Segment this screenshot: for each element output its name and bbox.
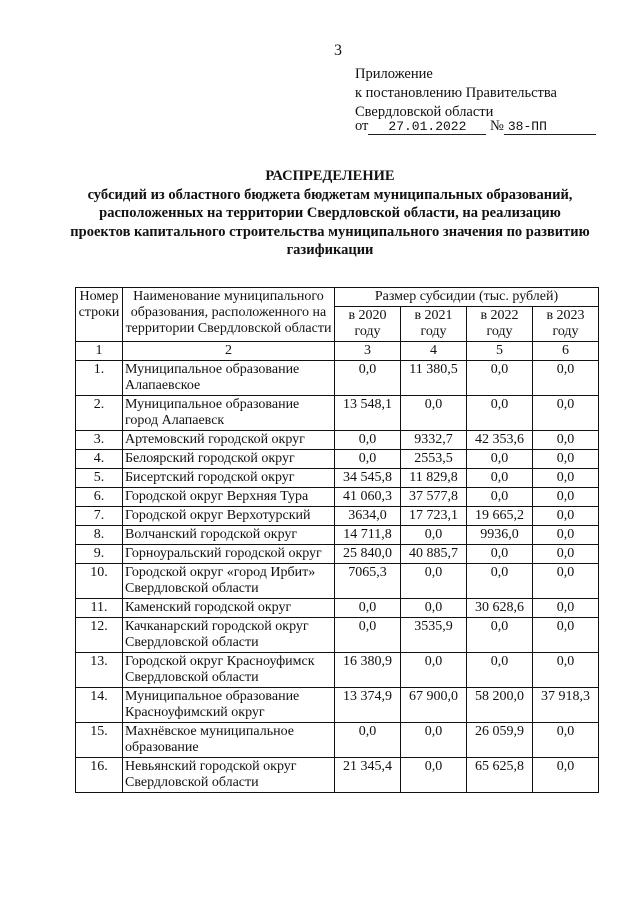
amount-2021-cell: 0,0 xyxy=(401,653,467,688)
appendix-line: к постановлению Правительства xyxy=(355,85,557,101)
column-index: 2 xyxy=(123,342,335,361)
column-index: 4 xyxy=(401,342,467,361)
header-row-number: Номер строки xyxy=(76,288,123,342)
amount-2023-cell: 0,0 xyxy=(533,526,599,545)
row-number-cell: 15. xyxy=(76,723,123,758)
row-number-cell: 5. xyxy=(76,469,123,488)
municipality-name-cell: Белоярский городской округ xyxy=(123,450,335,469)
row-number-cell: 6. xyxy=(76,488,123,507)
table-row xyxy=(76,396,599,431)
amount-2022-cell: 0,0 xyxy=(467,653,533,688)
header-year-2020: в 2020 году xyxy=(335,307,401,342)
municipality-name-cell: Городской округ Верхотурский xyxy=(123,507,335,526)
table-row xyxy=(76,618,599,653)
amount-2020-cell: 0,0 xyxy=(335,431,401,450)
amount-2021-cell: 11 380,5 xyxy=(401,361,467,396)
amount-2021-cell: 0,0 xyxy=(401,723,467,758)
amount-2022-cell: 19 665,2 xyxy=(467,507,533,526)
row-number-cell: 4. xyxy=(76,450,123,469)
table-row xyxy=(76,488,599,507)
amount-2023-cell: 0,0 xyxy=(533,653,599,688)
municipality-name-cell: Муниципальное образование Красноуфимский округ xyxy=(123,688,335,723)
municipality-name-cell: Горноуральский городской округ xyxy=(123,545,335,564)
column-index-row xyxy=(76,342,599,361)
row-number-cell: 13. xyxy=(76,653,123,688)
table-row xyxy=(76,599,599,618)
municipality-name-cell: Качканарский городской округ Свердловской области xyxy=(123,618,335,653)
appendix-line: Свердловской области xyxy=(355,104,494,120)
amount-2023-cell: 0,0 xyxy=(533,564,599,599)
municipality-name-cell: Городской округ Красноуфимск Свердловской области xyxy=(123,653,335,688)
subsidy-table xyxy=(75,287,599,793)
amount-2022-cell: 0,0 xyxy=(467,564,533,599)
amount-2022-cell: 65 625,8 xyxy=(467,758,533,793)
municipality-name-cell: Городской округ Верхняя Тура xyxy=(123,488,335,507)
amount-2020-cell: 41 060,3 xyxy=(335,488,401,507)
column-index: 3 xyxy=(335,342,401,361)
amount-2021-cell: 3535,9 xyxy=(401,618,467,653)
amount-2022-cell: 30 628,6 xyxy=(467,599,533,618)
page-number: 3 xyxy=(334,42,342,59)
amount-2020-cell: 34 545,8 xyxy=(335,469,401,488)
amount-2021-cell: 2553,5 xyxy=(401,450,467,469)
amount-2020-cell: 21 345,4 xyxy=(335,758,401,793)
amount-2021-cell: 0,0 xyxy=(401,758,467,793)
amount-2020-cell: 25 840,0 xyxy=(335,545,401,564)
amount-2023-cell: 0,0 xyxy=(533,507,599,526)
municipality-name-cell: Городской округ «город Ирбит» Свердловской области xyxy=(123,564,335,599)
amount-2023-cell: 0,0 xyxy=(533,431,599,450)
amount-2023-cell: 0,0 xyxy=(533,758,599,793)
amount-2021-cell: 40 885,7 xyxy=(401,545,467,564)
table-row xyxy=(76,758,599,793)
municipality-name-cell: Каменский городской округ xyxy=(123,599,335,618)
amount-2022-cell: 0,0 xyxy=(467,618,533,653)
resolution-number: 38-ПП xyxy=(504,119,596,135)
amount-2020-cell: 13 548,1 xyxy=(335,396,401,431)
table-row xyxy=(76,688,599,723)
row-number-cell: 14. xyxy=(76,688,123,723)
resolution-date: 27.01.2022 xyxy=(368,119,486,135)
column-index: 1 xyxy=(76,342,123,361)
appendix-block xyxy=(355,65,557,122)
row-number-cell: 1. xyxy=(76,361,123,396)
amount-2020-cell: 0,0 xyxy=(335,599,401,618)
row-number-cell: 7. xyxy=(76,507,123,526)
table-row xyxy=(76,723,599,758)
amount-2023-cell: 0,0 xyxy=(533,545,599,564)
amount-2020-cell: 0,0 xyxy=(335,361,401,396)
amount-2021-cell: 37 577,8 xyxy=(401,488,467,507)
table-row xyxy=(76,431,599,450)
header-year-2022: в 2022 году xyxy=(467,307,533,342)
amount-2021-cell: 9332,7 xyxy=(401,431,467,450)
amount-2023-cell: 0,0 xyxy=(533,618,599,653)
amount-2022-cell: 42 353,6 xyxy=(467,431,533,450)
row-number-cell: 16. xyxy=(76,758,123,793)
municipality-name-cell: Махнёвское муниципальное образование xyxy=(123,723,335,758)
date-prefix: от xyxy=(355,118,369,134)
amount-2021-cell: 0,0 xyxy=(401,526,467,545)
amount-2022-cell: 0,0 xyxy=(467,545,533,564)
row-number-cell: 10. xyxy=(76,564,123,599)
amount-2022-cell: 0,0 xyxy=(467,450,533,469)
municipality-name-cell: Муниципальное образование город Алапаевск xyxy=(123,396,335,431)
amount-2021-cell: 0,0 xyxy=(401,599,467,618)
amount-2023-cell: 0,0 xyxy=(533,723,599,758)
municipality-name-cell: Муниципальное образование Алапаевское xyxy=(123,361,335,396)
title-subtitle: субсидий из областного бюджета бюджетам муниципальных образований, расположенных на территории Свердловской области, на реализацию проектов капитального строительства муниципального значения по развитию газификации xyxy=(70,186,590,258)
table-row xyxy=(76,526,599,545)
amount-2020-cell: 7065,3 xyxy=(335,564,401,599)
table-row xyxy=(76,507,599,526)
amount-2022-cell: 0,0 xyxy=(467,488,533,507)
table-row xyxy=(76,564,599,599)
amount-2023-cell: 37 918,3 xyxy=(533,688,599,723)
table-row xyxy=(76,653,599,688)
header-year-2023: в 2023 году xyxy=(533,307,599,342)
amount-2023-cell: 0,0 xyxy=(533,396,599,431)
amount-2021-cell: 11 829,8 xyxy=(401,469,467,488)
amount-2020-cell: 13 374,9 xyxy=(335,688,401,723)
amount-2023-cell: 0,0 xyxy=(533,488,599,507)
resolution-reference xyxy=(355,118,596,135)
row-number-cell: 12. xyxy=(76,618,123,653)
municipality-name-cell: Бисертский городской округ xyxy=(123,469,335,488)
header-row xyxy=(76,288,599,307)
table-row xyxy=(76,469,599,488)
header-year-2021: в 2021 году xyxy=(401,307,467,342)
amount-2023-cell: 0,0 xyxy=(533,599,599,618)
amount-2023-cell: 0,0 xyxy=(533,450,599,469)
table-row xyxy=(76,545,599,564)
title-heading: РАСПРЕДЕЛЕНИЕ xyxy=(265,168,395,184)
municipality-name-cell: Невьянский городской округ Свердловской области xyxy=(123,758,335,793)
amount-2022-cell: 0,0 xyxy=(467,396,533,431)
header-amount: Размер субсидии (тыс. рублей) xyxy=(335,288,599,307)
row-number-cell: 11. xyxy=(76,599,123,618)
amount-2021-cell: 0,0 xyxy=(401,564,467,599)
amount-2022-cell: 0,0 xyxy=(467,469,533,488)
column-index: 6 xyxy=(533,342,599,361)
amount-2020-cell: 0,0 xyxy=(335,618,401,653)
amount-2021-cell: 67 900,0 xyxy=(401,688,467,723)
table-row xyxy=(76,450,599,469)
amount-2021-cell: 17 723,1 xyxy=(401,507,467,526)
amount-2023-cell: 0,0 xyxy=(533,469,599,488)
amount-2022-cell: 0,0 xyxy=(467,361,533,396)
amount-2020-cell: 3634,0 xyxy=(335,507,401,526)
amount-2020-cell: 16 380,9 xyxy=(335,653,401,688)
amount-2020-cell: 0,0 xyxy=(335,450,401,469)
municipality-name-cell: Артемовский городской округ xyxy=(123,431,335,450)
amount-2021-cell: 0,0 xyxy=(401,396,467,431)
amount-2022-cell: 58 200,0 xyxy=(467,688,533,723)
row-number-cell: 3. xyxy=(76,431,123,450)
column-index: 5 xyxy=(467,342,533,361)
amount-2022-cell: 26 059,9 xyxy=(467,723,533,758)
row-number-cell: 2. xyxy=(76,396,123,431)
appendix-line: Приложение xyxy=(355,66,433,82)
document-title xyxy=(70,167,590,260)
row-number-cell: 9. xyxy=(76,545,123,564)
header-name: Наименование муниципального образования, расположенного на территории Свердловской области xyxy=(123,288,335,342)
table-row xyxy=(76,361,599,396)
municipality-name-cell: Волчанский городской округ xyxy=(123,526,335,545)
amount-2022-cell: 9936,0 xyxy=(467,526,533,545)
amount-2020-cell: 0,0 xyxy=(335,723,401,758)
number-prefix: № xyxy=(490,118,504,134)
amount-2020-cell: 14 711,8 xyxy=(335,526,401,545)
amount-2023-cell: 0,0 xyxy=(533,361,599,396)
row-number-cell: 8. xyxy=(76,526,123,545)
